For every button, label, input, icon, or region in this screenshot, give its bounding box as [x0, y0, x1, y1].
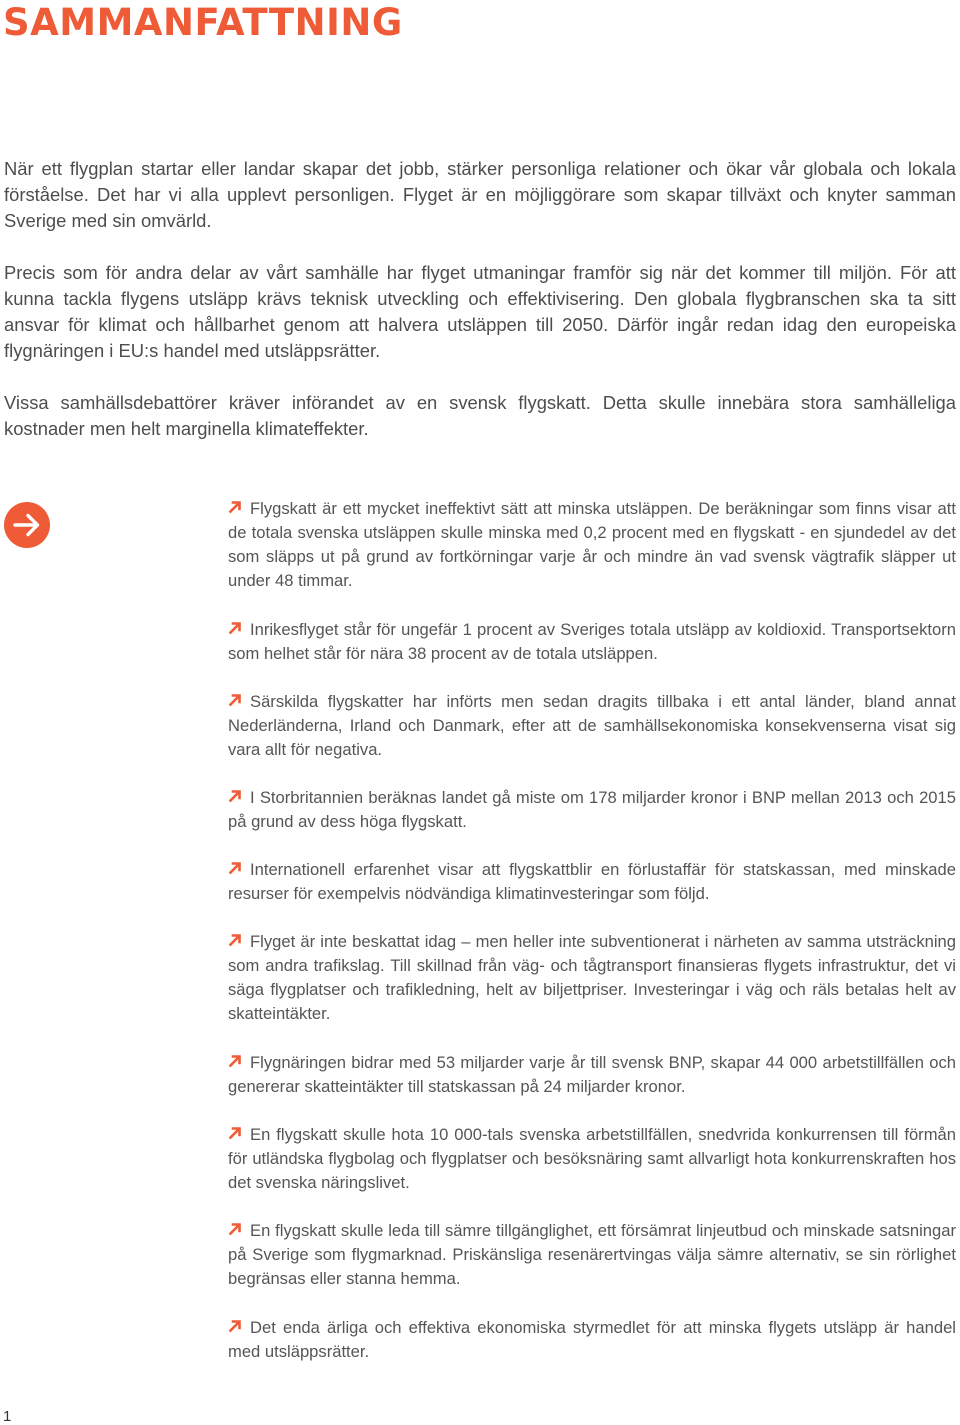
arrow-right-circle-icon — [4, 502, 50, 548]
bullet-text: Inrikesflyget står för ungefär 1 procent av Sveriges totala utsläpp av koldioxid. Transportsektorn som helhet står för nära 38 procent av de totala utsläppen. — [228, 620, 956, 663]
intro-paragraph-2: Precis som för andra delar av vårt samhälle har flyget utmaningar framför sig när det kommer till miljön. För att kunna tackla flygens utsläpp krävs teknisk utveckling och effektivisering. Den globala flygbranschen ska ta sitt ansvar för klimat och hållbarhet genom att halvera utsläppen till 2050. Därför ingår redan idag den europeiska flygnäringen i EU:s handel med utsläppsrätter. — [4, 262, 956, 361]
arrow-up-right-icon — [228, 500, 242, 514]
bullet-text: I Storbritannien beräknas landet gå miste om 178 miljarder kronor i BNP mellan 2013 och 2015 på grund av dess höga flygskatt. — [228, 788, 956, 831]
list-item — [228, 786, 956, 834]
arrow-up-right-icon — [228, 861, 242, 875]
arrow-up-right-icon — [228, 789, 242, 803]
intro-section — [4, 156, 956, 468]
page-number: 1 — [3, 1408, 12, 1425]
list-item — [228, 858, 956, 906]
bullet-text: Flygskatt är ett mycket ineffektivt sätt att minska utsläppen. De beräkningar som finns visar att de totala svenska utsläppen skulle minska med 0,2 procent med en flygskatt - en sjundedel av det som släpps ut på grund av fortkörningar varje år och mindre än vad svensk vägtrafik släpper ut under 48 timmar. — [228, 499, 956, 590]
bullet-text: Det enda ärliga och effektiva ekonomiska styrmedlet för att minska flygets utsläpp är handel med utsläppsrätter. — [228, 1318, 956, 1361]
list-item — [228, 1123, 956, 1195]
bullet-text: En flygskatt skulle hota 10 000-tals svenska arbetstillfällen, snedvrida konkurrensen till förmån för utländska flygbolag och flygplatser och besöksnäring samt allvarligt hota konkurrenskraften hos det svenska näringslivet. — [228, 1125, 956, 1192]
bullet-text: Flyget är inte beskattat idag – men heller inte subventionerat i närheten av samma utsträckning som andra trafikslag. Till skillnad från väg- och tågtransport finansieras flygets infrastruktur, det vi säga flygplatser och trafikledning, helt av biljettpriser. Investeringar i väg och räls betalas helt av skatteintäkter. — [228, 932, 956, 1023]
page-title: SAMMANFATTNING — [3, 1, 403, 44]
list-item — [228, 618, 956, 666]
arrow-up-right-icon — [228, 1222, 242, 1236]
arrow-up-right-icon — [228, 693, 242, 707]
arrow-up-right-icon — [228, 1054, 242, 1068]
intro-paragraph-1: När ett flygplan startar eller landar skapar det jobb, stärker personliga relationer och ökar vår globala och lokala förståelse. Det har vi alla upplevt personligen. Flyget är en möjliggörare som skapar tillväxt och knyter samman Sverige med sin omvärld. — [4, 158, 956, 231]
arrow-up-right-icon — [228, 1126, 242, 1140]
list-item — [228, 1316, 956, 1364]
list-item — [228, 690, 956, 762]
list-item — [228, 1219, 956, 1291]
bullet-text: Internationell erfarenhet visar att flygskattblir en förlustaffär för statskassan, med minskade resurser för exempelvis nödvändiga klimatinvesteringar som följd. — [228, 860, 956, 903]
list-item — [228, 930, 956, 1026]
bullet-text: Flygnäringen bidrar med 53 miljarder varje år till svensk BNP, skapar 44 000 arbetstillfällen och genererar skatteintäkter till statskassan på 24 miljarder kronor. — [228, 1053, 956, 1096]
list-item — [228, 1051, 956, 1099]
intro-paragraph-3: Vissa samhällsdebattörer kräver införandet av en svensk flygskatt. Detta skulle innebära stora samhälleliga kostnader men helt marginella klimateffekter. — [4, 392, 956, 439]
arrow-up-right-icon — [228, 621, 242, 635]
list-item — [228, 497, 956, 593]
bullet-text: Särskilda flygskatter har införts men sedan dragits tillbaka i ett antal länder, bland annat Nederländerna, Irland och Danmark, efter att de samhällsekonomiska konsekvenserna visat sig vara allt för negativa. — [228, 692, 956, 759]
bullet-text: En flygskatt skulle leda till sämre tillgänglighet, ett försämrat linjeutbud och minskade satsningar på Sverige som flygmarknad. Priskänsliga resenärertvingas välja sämre alternativ, se sin rörlighet begränsas eller stanna hemma. — [228, 1221, 956, 1288]
arrow-up-right-icon — [228, 1319, 242, 1333]
arrow-up-right-icon — [228, 933, 242, 947]
